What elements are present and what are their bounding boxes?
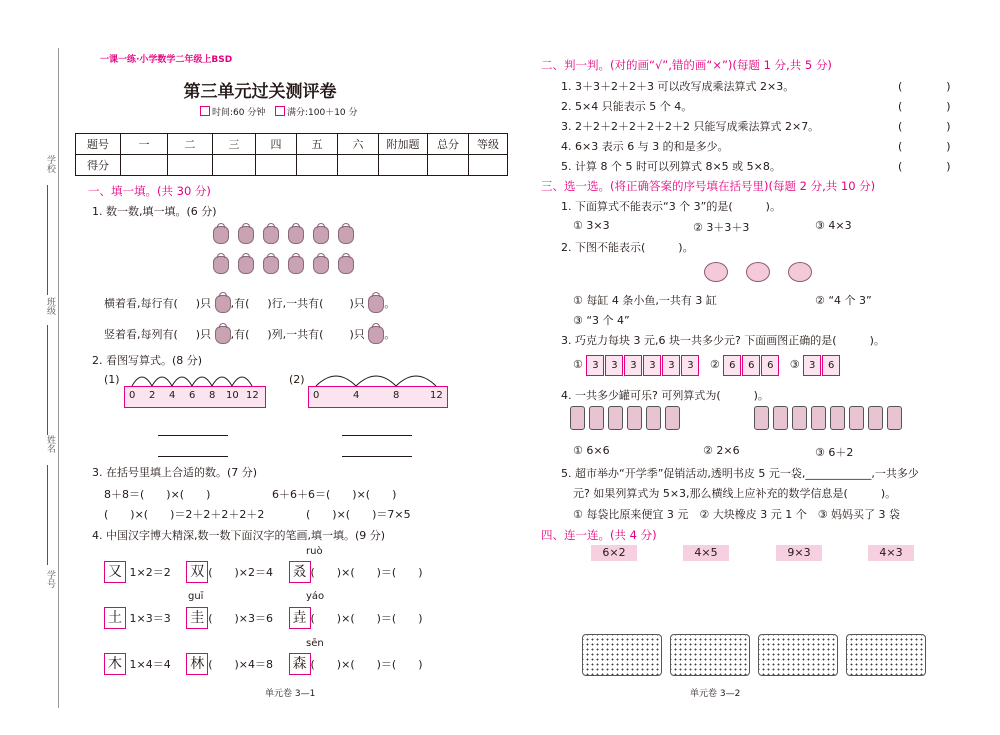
purse-icon (263, 226, 279, 244)
hanzi-row-3: 木 1×4＝4 林 ( )×4＝8 森 ( )×( )＝( ) (104, 653, 422, 675)
choice-option: ① 3×3 (573, 219, 610, 232)
cola-can-icon (868, 406, 883, 430)
page-number-right: 单元卷 3—2 (690, 689, 741, 699)
cola-can-icon (773, 406, 788, 430)
cola-can-icon (887, 406, 902, 430)
section-choose: 三、选一选。(将正确答案的序号填在括号里)(每题 2 分,共 10 分) (541, 179, 876, 193)
number-line-1: 0 2 4 6 8 10 12 (124, 386, 266, 408)
judge-1: 1. 3＋3＋2＋2＋3 可以改写成乘法算式 2×3。 (561, 80, 795, 93)
judge-paren: ( ) (898, 120, 951, 133)
cola-can-icon (589, 406, 604, 430)
purse-icon (368, 326, 384, 344)
choice-1: 1. 下面算式不能表示“3 个 3”的是( )。 (561, 200, 781, 213)
fish-bowl-icon (704, 262, 728, 282)
judge-3: 3. 2＋2＋2＋2＋2＋2＋2 只能写成乘法算式 2×7。 (561, 120, 820, 133)
page-number-left: 单元卷 3—1 (265, 689, 316, 699)
cola-can-icon (849, 406, 864, 430)
choice-3-options: ① 3 3 3 3 3 3 ② 6 6 6 ③ 3 6 (573, 355, 841, 376)
choice-option: ③ 6＋2 (815, 446, 854, 459)
purse-icon (313, 226, 329, 244)
judge-2: 2. 5×4 只能表示 5 个 4。 (561, 100, 693, 113)
choice-option: ② “4 个 3” (815, 294, 872, 307)
judge-paren: ( ) (898, 140, 951, 153)
side-label-name: 姓名 (45, 435, 55, 453)
question-1: 1. 数一数,填一填。(6 分) (92, 205, 217, 218)
q3-line-3: ( )×( )＝2＋2＋2＋2＋2 (104, 508, 265, 521)
choice-option: ② 2×6 (703, 444, 740, 457)
page-title: 第三单元过关测评卷 (183, 82, 337, 102)
answer-line (158, 435, 228, 436)
section-judge: 二、判一判。(对的画“√”,错的画“×”)(每题 1 分,共 5 分) (541, 58, 832, 72)
purse-icon (338, 256, 354, 274)
number-line-2: 0 4 8 12 (308, 386, 448, 408)
choice-option: ③ “3 个 4” (573, 314, 630, 327)
judge-paren: ( ) (898, 160, 951, 173)
pinyin: ruò (306, 546, 323, 557)
purse-icon (263, 256, 279, 274)
judge-5: 5. 计算 8 个 5 时可以列算式 8×5 或 5×8。 (561, 160, 781, 173)
section-connect: 四、连一连。(共 4 分) (541, 528, 657, 542)
choice-2: 2. 下图不能表示( )。 (561, 241, 694, 254)
full-score-info: 满分:100＋10 分 (275, 105, 358, 118)
dot-array-card[interactable] (758, 634, 838, 676)
cola-can-icon (646, 406, 661, 430)
choice-4: 4. 一共多少罐可乐? 可列算式为( )。 (561, 389, 769, 402)
purse-icon (213, 226, 229, 244)
cola-can-icon (792, 406, 807, 430)
cola-can-icon (570, 406, 585, 430)
check-icon (275, 106, 285, 116)
answer-line (158, 456, 228, 457)
q2-label-1: (1) (104, 373, 120, 386)
choice-option: ① 6×6 (573, 444, 610, 457)
purse-icon (215, 295, 231, 313)
choice-option: ② 3＋3＋3 (693, 221, 750, 234)
dot-array-card[interactable] (582, 634, 662, 676)
purse-icon (213, 256, 229, 274)
judge-paren: ( ) (898, 80, 951, 93)
judge-paren: ( ) (898, 100, 951, 113)
expression-pill[interactable]: 4×3 (868, 545, 914, 561)
cola-cans-left (570, 406, 684, 430)
score-table: 题号 一 二 三 四 五 六 附加题 总分 等级 得分 (75, 133, 508, 176)
section-fill: 一、填一填。(共 30 分) (88, 184, 211, 198)
purse-icon (313, 256, 329, 274)
side-label-school: 学校 (45, 155, 55, 173)
side-line (47, 465, 48, 565)
side-label-number: 学号 (45, 570, 55, 588)
choice-option: ① 每缸 4 条小鱼,一共有 3 缸 (573, 294, 717, 307)
purse-icon (368, 295, 384, 313)
pinyin: sēn (306, 638, 324, 649)
q3-line-4: ( )×( )＝7×5 (306, 508, 411, 521)
fish-bowl-icon (746, 262, 770, 282)
expression-pill[interactable]: 9×3 (776, 545, 822, 561)
q2-label-2: (2) (289, 373, 305, 386)
time-info: 时间:60 分钟 (200, 105, 265, 118)
cola-can-icon (608, 406, 623, 430)
hanzi-row-1: 又 1×2＝2 双 ( )×2＝4 叒 ( )×( )＝( ) (104, 561, 422, 583)
expression-pill[interactable]: 6×2 (591, 545, 637, 561)
side-line (47, 325, 48, 435)
answer-line (342, 435, 412, 436)
check-icon (200, 106, 210, 116)
choice-5-options: ① 每袋比原来便宜 3 元 ② 大块橡皮 3 元 1 个 ③ 妈妈买了 3 袋 (573, 508, 901, 521)
q1-row-horizontal: 横着看,每行有( )只 ,有( )行,一共有( )只 。 (104, 295, 395, 313)
purse-icon (238, 226, 254, 244)
question-2: 2. 看图写算式。(8 分) (92, 354, 203, 367)
pinyin: guī (188, 591, 204, 602)
cola-can-icon (811, 406, 826, 430)
question-4: 4. 中国汉字博大精深,数一数下面汉字的笔画,填一填。(9 分) (92, 529, 386, 542)
expression-pill[interactable]: 4×5 (683, 545, 729, 561)
cola-can-icon (627, 406, 642, 430)
cola-can-icon (754, 406, 769, 430)
purse-icon (238, 256, 254, 274)
purse-grid (213, 226, 354, 274)
answer-line (342, 456, 412, 457)
dot-array-card[interactable] (846, 634, 926, 676)
q3-line-2: 6＋6＋6＝( )×( ) (272, 488, 397, 501)
dot-array-card[interactable] (670, 634, 750, 676)
purse-icon (215, 326, 231, 344)
cola-cans-right (754, 406, 906, 430)
purse-icon (288, 256, 304, 274)
fish-bowl-icon (788, 262, 812, 282)
purse-icon (338, 226, 354, 244)
brand: 一课一练·小学数学二年级上BSD (100, 55, 233, 65)
cola-can-icon (665, 406, 680, 430)
side-label-class: 班级 (45, 297, 55, 315)
jump-arcs-2 (308, 366, 448, 388)
choice-5-line-1: 5. 超市举办“开学季”促销活动,透明书皮 5 元一袋,____________,一共多少 (561, 467, 919, 480)
q1-row-vertical: 竖着看,每列有( )只 ,有( )列,一共有( )只 。 (104, 326, 395, 344)
q3-line-1: 8＋8＝( )×( ) (104, 488, 211, 501)
judge-4: 4. 6×3 表示 6 与 3 的和是多少。 (561, 140, 729, 153)
choice-option: ③ 4×3 (815, 219, 852, 232)
jump-arcs-1 (124, 368, 269, 388)
pinyin: yáo (306, 591, 325, 602)
binding-line (58, 48, 59, 708)
cola-can-icon (830, 406, 845, 430)
choice-5-line-2: 元? 如果列算式为 5×3,那么横线上应补充的数学信息是( )。 (573, 487, 897, 500)
question-3: 3. 在括号里填上合适的数。(7 分) (92, 466, 258, 479)
hanzi-row-2: 土 1×3＝3 圭 ( )×3＝6 垚 ( )×( )＝( ) (104, 607, 422, 629)
side-line (47, 185, 48, 295)
purse-icon (288, 226, 304, 244)
choice-3: 3. 巧克力每块 3 元,6 块一共多少元? 下面画图正确的是( )。 (561, 334, 885, 347)
